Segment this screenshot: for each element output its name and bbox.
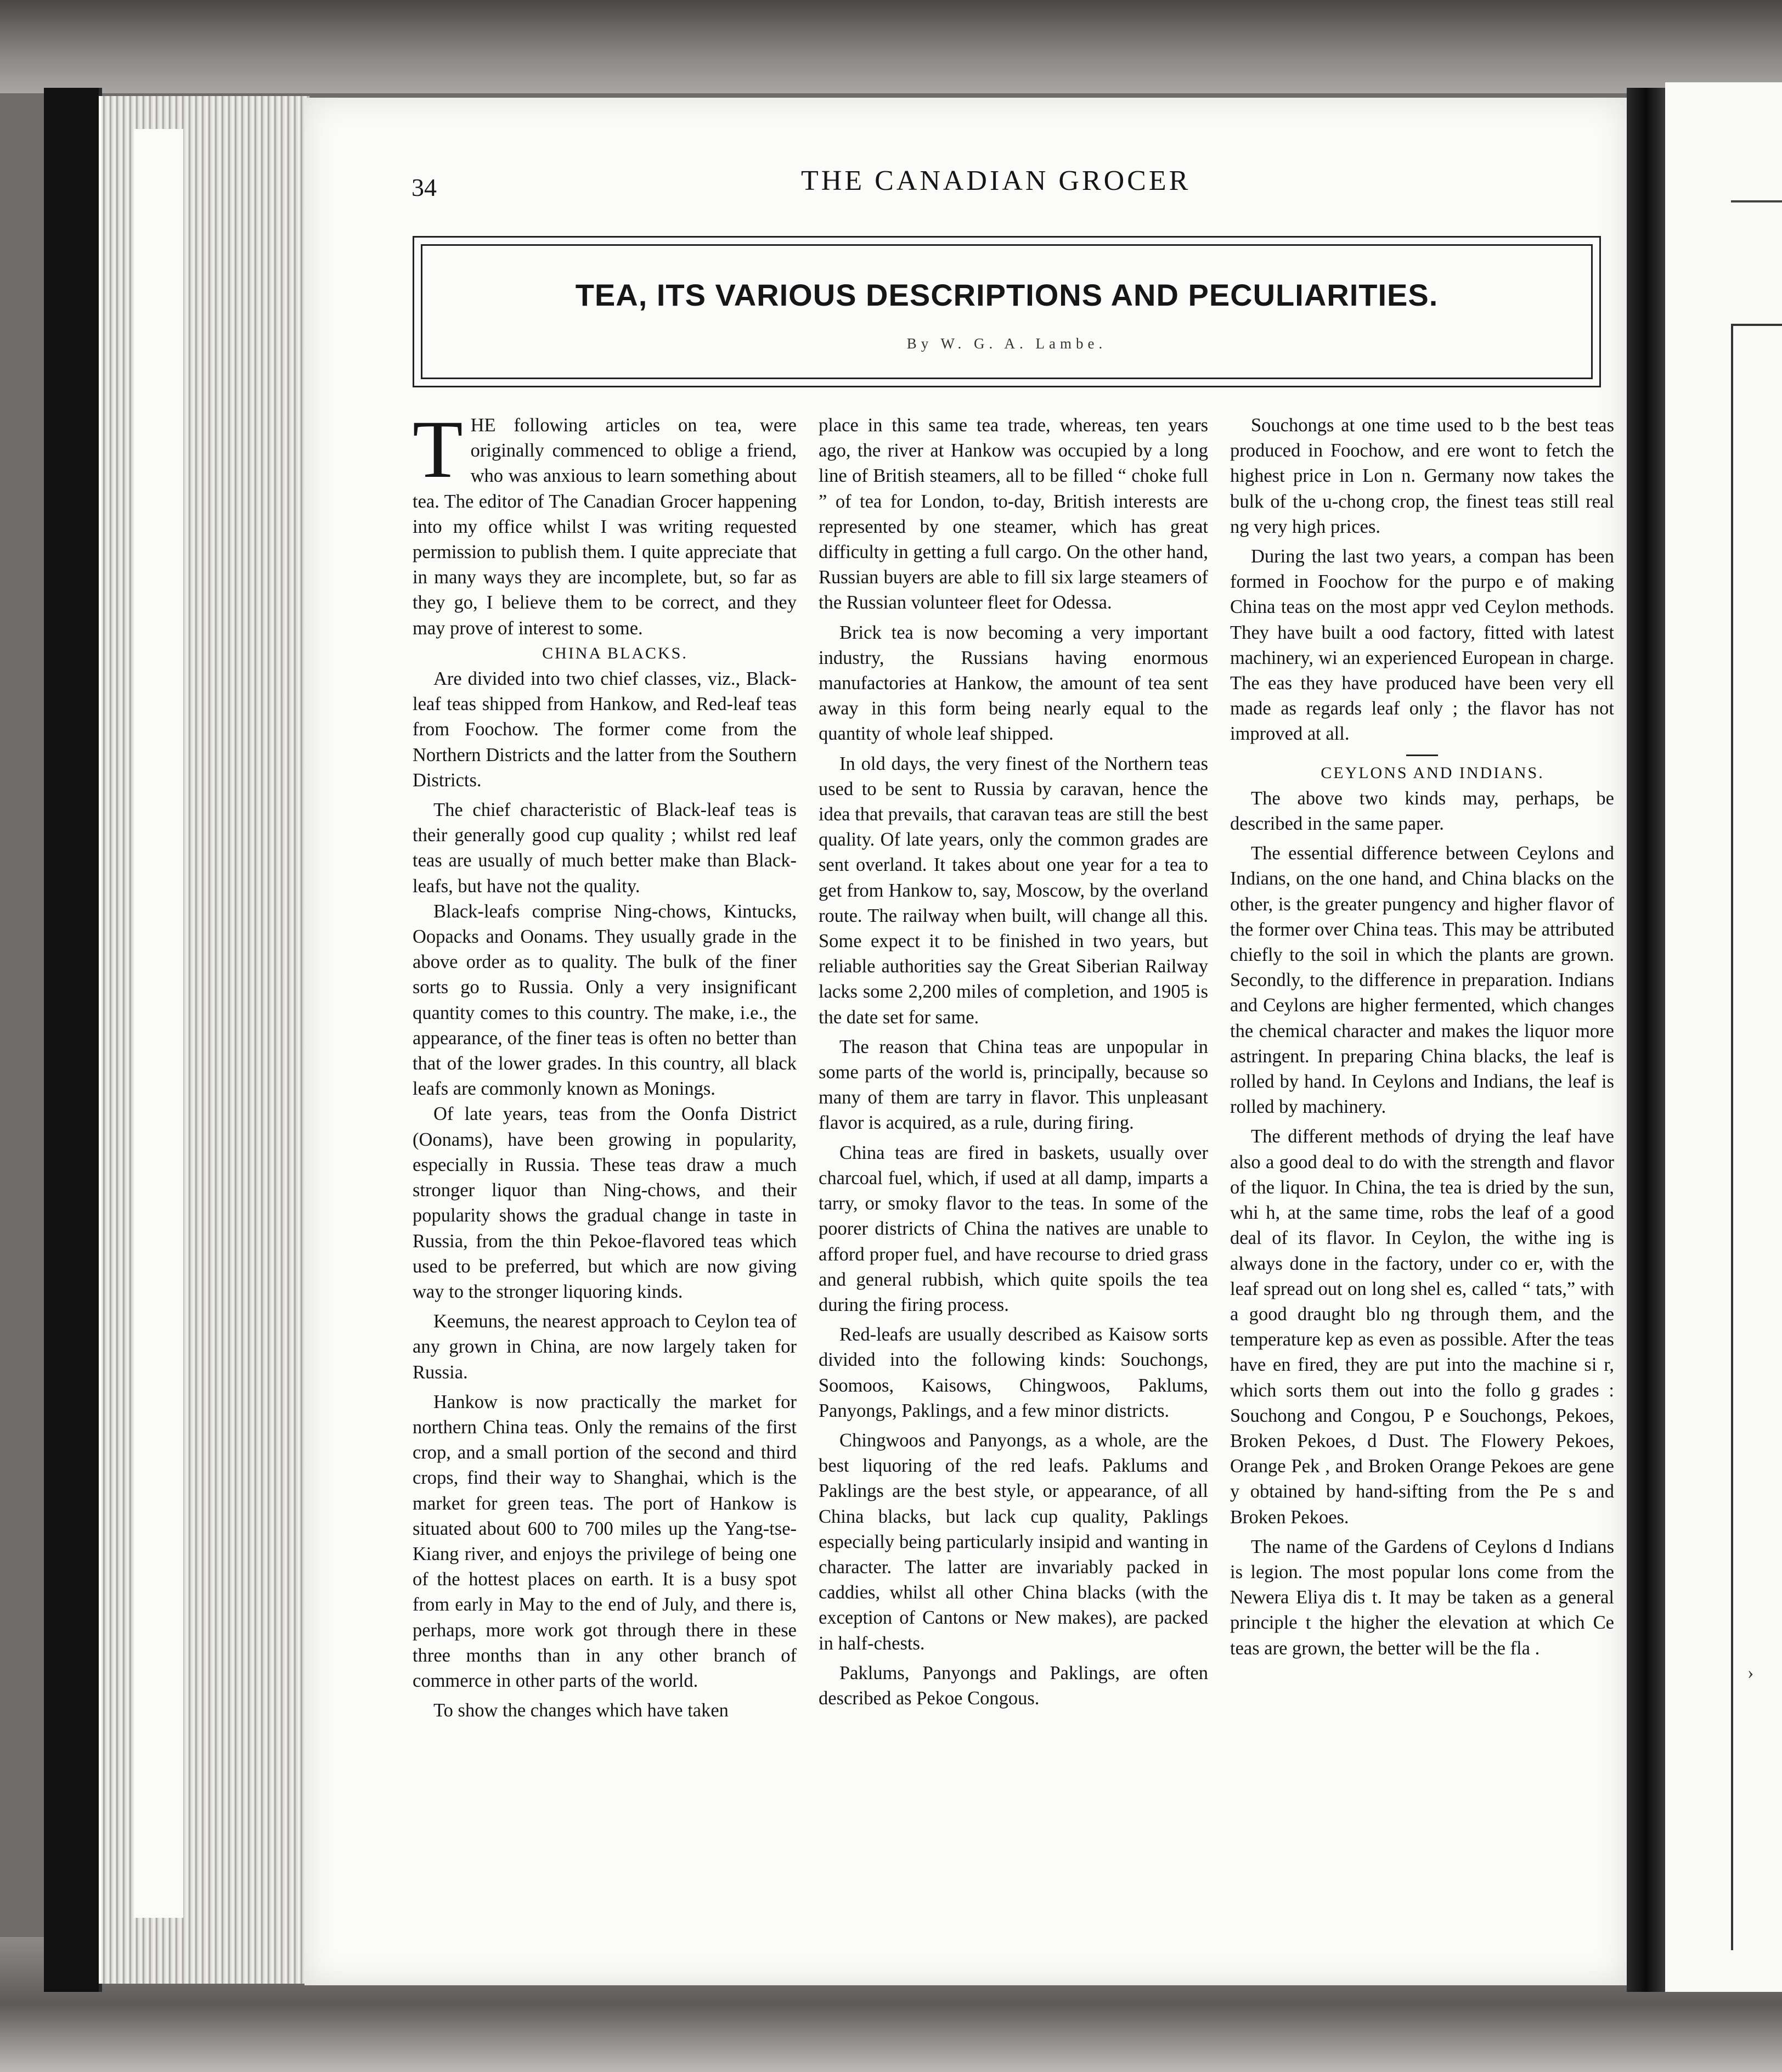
paragraph: Black-leafs comprise Ning-chows, Kintucks, Oopacks and Oonams. They usually grade in the above order as to quality. The bulk of the finer sorts go to Russia. Only a very insignificant quantity comes to this country. The make, i.e., the appearance, of the finer teas is often no better than that of the lower grades. In this country, all black leafs are commonly known as Monings. <box>413 900 797 1100</box>
column-1 <box>413 404 797 1723</box>
facing-page <box>1665 82 1782 1992</box>
paragraph: Paklums, Panyongs and Paklings, are often described as Pekoe Congous. <box>819 1662 1208 1709</box>
drop-cap: T <box>413 404 463 495</box>
paragraph: Are divided into two chief classes, viz., Black-leaf teas shipped from Hankow, and Red-leaf teas from Foochow. The former come from the Northern Districts and the latter from the Southern Districts. <box>413 668 797 791</box>
paragraph: The chief characteristic of Black-leaf teas is their generally good cup quality ; whilst red leaf teas are usually of much better make than Black-leafs, but have not the quality. <box>413 799 797 897</box>
article-title: TEA, ITS VARIOUS DESCRIPTIONS AND PECULIARITIES. <box>575 278 1439 312</box>
facing-page-rule <box>1731 200 1782 202</box>
paragraph: During the last two years, a compan has been formed in Foochow for the purpo e of making China teas on the most appr ved Ceylon methods. They have built a ood factory, fitted with latest machinery, wi an experienced European in charge. The eas they have produced have been very ell made as regards leaf only ; the flavor has not improved at all. <box>1230 546 1614 745</box>
paragraph: In old days, the very finest of the Northern teas used to be sent to Russia by caravan, hence the idea that prevails, that caravan teas are still the best quality. Of late years, only the common grades are sent overland. It takes about one year for a tea to get from Hankow to, say, Moscow, by the overland route. The railway when built, will change all this. Some expect it to be finished in two years, but reliable authorities say the Great Siberian Railway lacks some 2,200 miles of completion, and 1905 is the date set for same. <box>819 753 1208 1028</box>
paragraph: The different methods of drying the leaf have also a good deal to do with the strength and flavor of the liquor. In China, the tea is dried by the sun, whi h, at the same time, robs the leaf of a good deal of its flavor. In Ceylon, the withe ing is always done in the factory, under co er, with the leaf spread out on long shel es, called “ tats,” with a good draught blo ng through them, and the temperature kep as even as possible. After the teas have en fired, they are put into the machine si r, which sorts them out into the follo g grades : Souchong and Congou, P e Souchongs, Pekoes, Broken Pekoes, d Dust. The Flowery Pekoes, Orange Pek , and Broken Orange Pekoes are gene y obtained by hand-sifting from the Pe s and Broken Pekoes. <box>1230 1126 1614 1528</box>
paragraph: The essential difference between Ceylons and Indians, on the one hand, and China blacks on the other, is the greater pungency and higher flavor of the former over China teas. This may be attributed chiefly to the soil in which the plants are grown. Secondly, to the difference in preparation. Indians and Ceylons are higher fermented, which changes the chemical character and makes the liquor more astringent. In preparing China blacks, the leaf is rolled by hand. In Ceylons and Indians, the leaf is rolled by machinery. <box>1230 843 1614 1118</box>
paragraph: The reason that China teas are unpopular in some parts of the world is, principally, because so many of them are tarry in flavor. This unpleasant flavor is acquired, as a rule, during firing. <box>819 1036 1208 1134</box>
page-stack-edges <box>99 96 309 1984</box>
paragraph: Hankow is now practically the market for northern China teas. Only the remains of the first crop, and a small portion of the second and third crops, find their way to Shanghai, which is the market for green teas. The port of Hankow is situated about 600 to 700 miles up the Yang-tse-Kiang river, and enjoys the privilege of being one of the hottest places on earth. It is a busy spot from early in May to the end of July, and there is, perhaps, more work got through there in these three months than in any other branch of commerce in other parts of the world. <box>413 1391 797 1691</box>
paragraph <box>413 404 797 641</box>
paragraph: Keemuns, the nearest approach to Ceylon tea of any grown in China, are now largely taken for Russia. <box>413 1311 797 1383</box>
column-2 <box>819 413 1208 1711</box>
paragraph-text: HE following articles on tea, were originally commenced to oblige a friend, who was anxious to learn something about tea. The editor of The Canadian Grocer happening into my office whilst I was writing requested permission to publish them. I quite appreciate that in many ways they are incomplete, but, so far as they go, I believe them to be correct, and they may prove of interest to some. <box>413 415 797 639</box>
page-number: 34 <box>411 173 437 201</box>
paragraph: Red-leafs are usually described as Kaisow sorts divided into the following kinds: Souchongs, Soomoos, Kaisows, Chingwoos, Paklums, Panyongs, Paklings, and a few minor districts. <box>819 1324 1208 1421</box>
article-byline: By W. G. A. Lambe. <box>906 335 1107 352</box>
subhead-china-blacks: CHINA BLACKS. <box>542 644 688 662</box>
paragraph: The above two kinds may, perhaps, be described in the same paper. <box>1230 787 1614 835</box>
paragraph: place in this same tea trade, whereas, ten years ago, the river at Hankow was occupied by a long line of British steamers, all to be filled “ choke full ” of tea for London, to-day, British interests are represented by one steamer, which has great difficulty in getting a full cargo. On the other hand, Russian buyers are able to fill six large steamers of the Russian volunteer fleet for Odessa. <box>819 415 1208 613</box>
section-divider <box>1406 755 1438 756</box>
book-cover-edge <box>44 88 102 1992</box>
book-gutter <box>1627 88 1665 1992</box>
paragraph: To show the changes which have taken <box>433 1700 729 1721</box>
article-title-box <box>413 236 1601 387</box>
paragraph: Brick tea is now becoming a very important industry, the Russians having enormous manufactories at Hankow, the amount of tea sent away in this form being nearly equal to the quantity of whole leaf shipped. <box>819 622 1208 745</box>
paragraph: Souchongs at one time used to b the best teas produced in Foochow, and ere wont to fetch the highest price in Lon n. Germany now takes the bulk of the u-chong crop, the finest teas still real ng very high prices. <box>1230 415 1614 537</box>
paragraph: China teas are fired in baskets, usually over charcoal fuel, which, if used at all damp, imparts a tarry, or smoky flavor to the teas. In some of the poorer districts of China the natives are unable to afford proper fuel, and have recourse to dried grass and general rubbish, which quite spoils the tea during the firing process. <box>819 1142 1208 1315</box>
facing-page-frame <box>1731 324 1782 1950</box>
paragraph: Of late years, teas from the Oonfa District (Oonams), have been growing in popularity, especially in Russia. These teas draw a much stronger liquor than Ning-chows, and their popularity shows the gradual change in taste in Russia, from the thin Pekoe-flavored teas which used to be preferred, but which are now giving way to the stronger liquoring kinds. <box>413 1103 797 1302</box>
paragraph: Chingwoos and Panyongs, as a whole, are the best liquoring of the red leafs. Paklums and Paklings are the best style, or appearance, of all China blacks, but lack cup quality, Paklings especially being particularly insipid and wanting in character. The latter are invariably packed in caddies, whilst all other China blacks (with the exception of Cantons or New makes), are packed in half-chests. <box>819 1429 1208 1654</box>
paragraph: The name of the Gardens of Ceylons d Indians is legion. The most popular lons come from the Newera Eliya dis t. It may be taken as a general principle t the higher the elevation at which Ce teas are grown, the better will be the fla . <box>1230 1536 1614 1659</box>
subhead-ceylons-and-indians: CEYLONS AND INDIANS. <box>1321 763 1544 782</box>
facing-page-mark: › <box>1747 1663 1754 1683</box>
scan-background-top <box>0 0 1782 93</box>
running-head: THE CANADIAN GROCER <box>801 165 1191 196</box>
page-stack-highlight <box>134 129 183 1918</box>
column-3 <box>1230 413 1614 1661</box>
